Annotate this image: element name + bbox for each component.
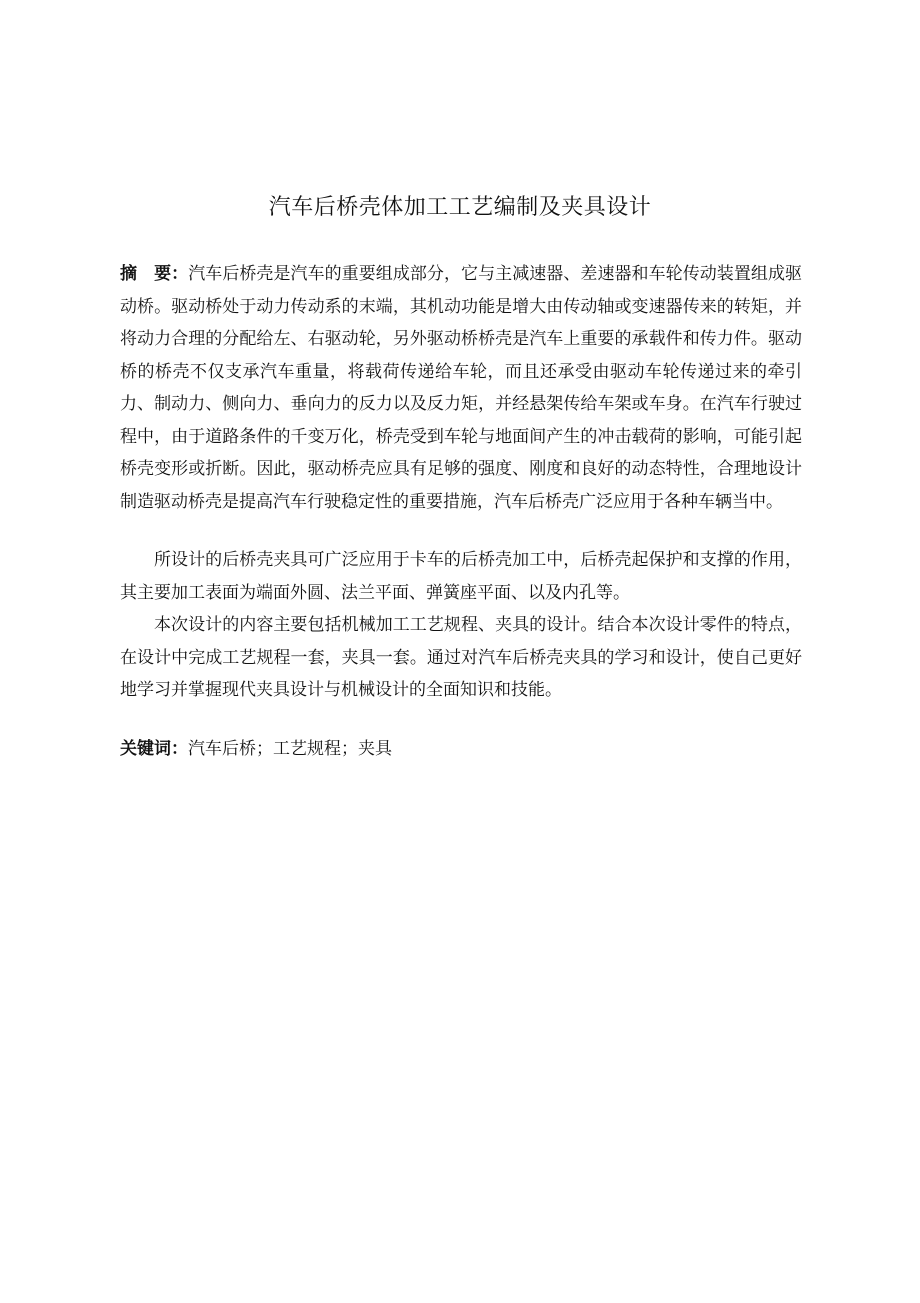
keywords-text: 汽车后桥；工艺规程；夹具	[188, 738, 392, 759]
document-title: 汽车后桥壳体加工工艺编制及夹具设计	[268, 195, 652, 220]
abstract-section	[120, 258, 802, 518]
body-paragraphs	[120, 544, 802, 707]
body-paragraph-1: 所设计的后桥壳夹具可广泛应用于卡车的后桥壳加工中，后桥壳起保护和支撑的作用，其主要加工表面为端面外圆、法兰平面、弹簧座平面、以及内孔等。	[120, 550, 802, 603]
body-paragraph-2: 本次设计的内容主要包括机械加工工艺规程、夹具的设计。结合本次设计零件的特点，在设计中完成工艺规程一套，夹具一套。通过对汽车后桥壳夹具的学习和设计，使自己更好地学习并掌握现代夹具设计与机械设计的全面知识和技能。	[120, 615, 802, 700]
abstract-label: 摘 要：	[120, 264, 189, 284]
abstract-paragraph	[120, 258, 802, 518]
keywords-section	[120, 733, 802, 766]
document-body	[120, 258, 802, 765]
keywords-label: 关键词：	[120, 738, 188, 759]
abstract-text: 汽车后桥壳是汽车的重要组成部分，它与主减速器、差速器和车轮传动装置组成驱动桥。驱动桥处于动力传动系的末端，其机动功能是增大由传动轴或变速器传来的转矩，并将动力合理的分配给左、右驱动轮，另外驱动桥桥壳是汽车上重要的承载件和传力件。驱动桥的桥壳不仅支承汽车重量，将载荷传递给车轮，而且还承受由驱动车轮传递过来的牵引力、制动力、侧向力、垂向力的反力以及反力矩，并经悬架传给车架或车身。在汽车行驶过程中，由于道路条件的千变万化，桥壳受到车轮与地面间产生的冲击载荷的影响，可能引起桥壳变形或折断。因此，驱动桥壳应具有足够的强度、刚度和良好的动态特性，合理地设计制造驱动桥壳是提高汽车行驶稳定性的重要措施，汽车后桥壳广泛应用于各种车辆当中。	[120, 264, 803, 512]
keywords-paragraph	[120, 733, 802, 766]
